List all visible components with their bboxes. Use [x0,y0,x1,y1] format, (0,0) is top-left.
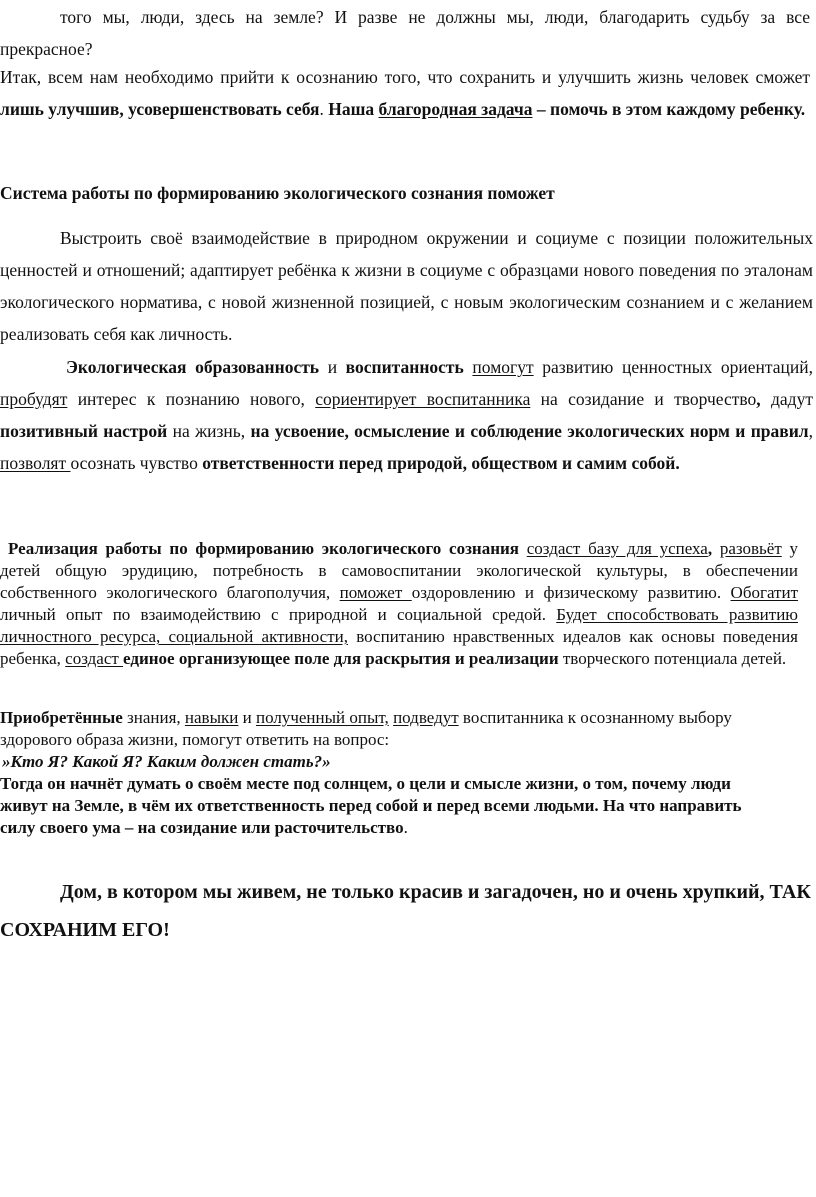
underlined-text: поможет [339,583,412,602]
bold-text: , [707,539,713,558]
knowledge-text [0,707,776,751]
section-heading: Система работы по формированию экологического сознания поможет [0,183,555,203]
text: знания, [122,708,185,727]
closing-line-1: Дом, в котором мы живем, не только красив и загадочен, но и очень хрупкий, ТАК [60,881,811,903]
text: воспитанника к осознанному выбору здорового образа жизни, помогут ответить на вопрос: [0,708,732,749]
continuation-line-2: прекрасное? [0,39,93,59]
underlined-text: подведут [393,708,459,727]
paragraph-implementation [0,538,816,670]
text: творческого потенциала детей. [558,649,787,668]
text: . [403,818,408,837]
text: Итак, всем нам необходимо прийти к осознанию того, что сохранить и улучшить жизнь человек сможет [0,67,810,87]
text: интерес к познанию нового, [67,389,316,409]
bold-text: лишь улучшив, усовершенствовать себя [0,99,320,119]
text [712,539,720,558]
underlined-text: позволят [0,453,71,473]
bold-text: Экологическая образованность [66,357,320,377]
text: оздоровлению и физическому развитию. [411,583,731,602]
text: осознать чувство [70,453,203,473]
paragraph-system: Выстроить своё взаимодействие в природном окружении и социуме с позиции положительных ценностей и отношений; адаптирует ребёнка к жизни в социуме с образцами нового поведения по эталонам экологического норматива, с новой жизненной позицией, с новым экологическим сознанием и с желанием реализовать себя как личность. [0,228,813,344]
bold-text: , [756,389,761,409]
closing-line-2: СОХРАНИМ ЕГО! [0,919,170,941]
underlined-text: пробудят [0,389,68,409]
bold-text: – помочь в этом каждому ребенку. [532,99,806,119]
bold-text: Наша [328,99,379,119]
text: . [319,99,329,119]
paragraph-continuation [0,1,816,65]
bold-underlined-text: благородная задача [378,99,533,119]
bold-text: на усвоение, осмысление и соблюдение экологических норм и правил [250,421,809,441]
closing-statement [0,873,816,949]
key-questions: »Кто Я? Какой Я? Каким должен стать?» [2,752,331,771]
underlined-text: создаст базу для успеха [526,539,708,558]
underlined-text: разовьёт [719,539,782,558]
text: личный опыт по взаимодействию с природной и социальной средой. [0,605,557,624]
text: воспитанию нравственных идеалов как основы поведения ребенка, [0,627,798,668]
paragraph-ecological-education [0,351,816,479]
text: и [238,708,256,727]
underlined-text: Обогатит [730,583,799,602]
bold-text: ответственности перед природой, обществом и самим собой. [202,453,680,473]
underlined-text: сориентирует воспитанника [315,389,531,409]
text: на жизнь, [167,421,251,441]
bold-text: Приобретённые [0,708,123,727]
text: развитию ценностных ориентаций, [533,357,814,377]
underlined-text: создаст [65,649,124,668]
bold-text: позитивный настрой [0,421,168,441]
bold-text: воспитанность [345,357,464,377]
bold-text: Реализация работы по формированию экологического сознания [8,539,519,558]
continuation-line-1: того мы, люди, здесь на земле? И разве не должны мы, люди, благодарить судьбу за все [60,7,810,27]
paragraph-conclusion [0,61,816,125]
underlined-text: полученный опыт, [255,708,389,727]
text [519,539,527,558]
underlined-text: помогут [472,357,534,377]
text: у детей общую эрудицию, потребность в самовоспитании экологической культуры, в обеспечении собственного экологического благополучия, [0,539,798,602]
text: на созидание и творчество [530,389,757,409]
bold-text: единое организующее поле для раскрытия и реализации [123,649,559,668]
then-text [0,773,776,839]
underlined-text: навыки [184,708,239,727]
text: , [808,421,813,441]
text: и [319,357,346,377]
underlined-text: Будет способствовать развитию личностного ресурса, социальной активности, [0,605,798,646]
text: дадут [760,389,813,409]
paragraph-acquired-knowledge [0,707,816,839]
bold-text: Тогда он начнёт думать о своём месте под солнцем, о цели и смысле жизни, о том, почему люди живут на Земле, в чём их ответственность перед собой и перед всеми людьми. На что направить силу своего ума – на созидание или расточительство [0,774,742,837]
